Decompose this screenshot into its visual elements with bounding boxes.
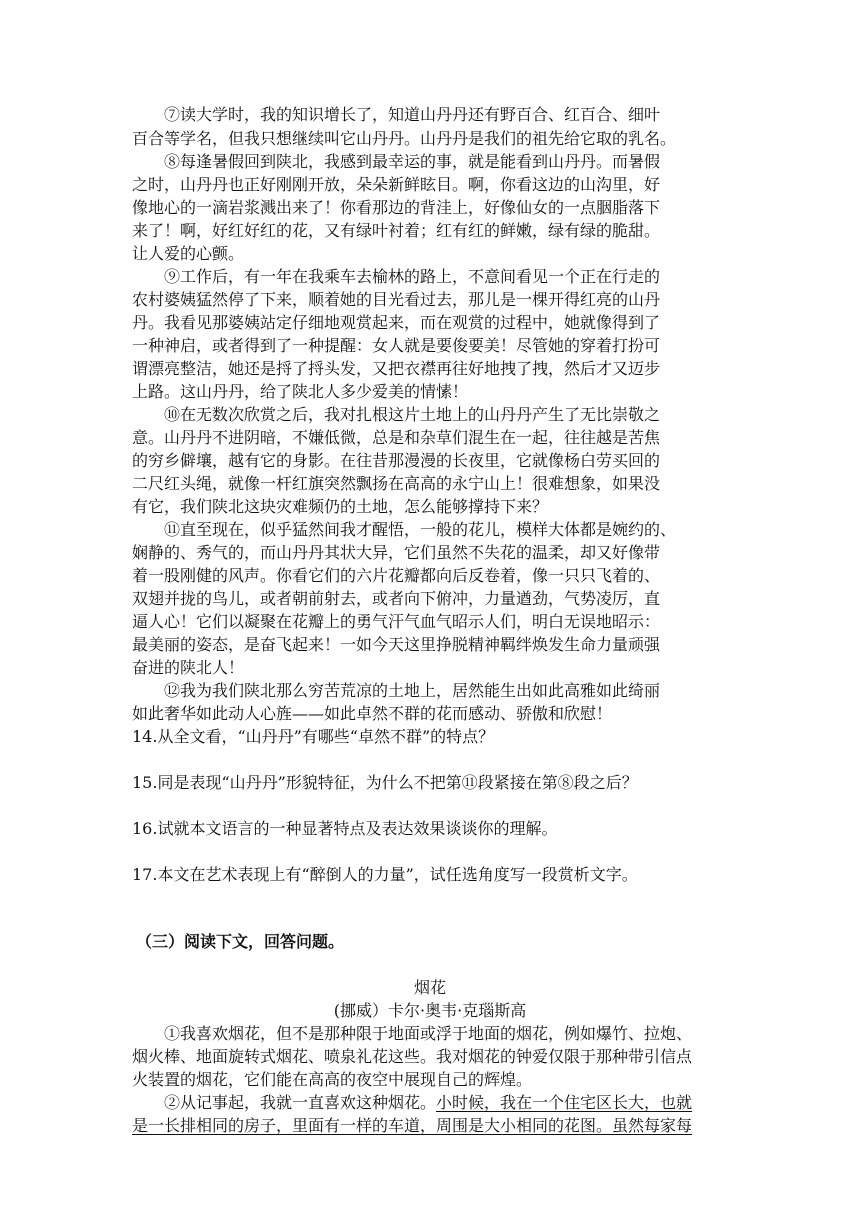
paragraph-11-line: 奋进的陕北人！ xyxy=(132,658,245,677)
article-paragraph-2-line xyxy=(132,1115,692,1137)
question-16: 16.试就本文语言的一种显著特点及表达效果谈谈你的理解。 xyxy=(132,819,558,838)
paragraph-9-line: 上路。这山丹丹，给了陕北人多少爱美的情愫！ xyxy=(132,382,469,401)
paragraph-7-line: 百合等学名，但我只想继续叫它山丹丹。山丹丹是我们的祖先给它取的乳名。 xyxy=(132,129,677,148)
paragraph-12-line: 如此奢华如此动人心旌——如此卓然不群的花而感动、骄傲和欣慰！ xyxy=(132,704,613,723)
paragraph-8-line: 之时，山丹丹也正好刚刚开放，朵朵新鲜眩目。啊，你看这边的山沟里，好 xyxy=(132,175,661,194)
paragraph-9-line: ⑨工作后，有一年在我乘车去榆林的路上，不意间看见一个正在行走的 xyxy=(164,267,661,286)
paragraph-9-line: 丹。我看见那婆姨站定仔细地观赏起来，而在观赏的过程中，她就像得到了 xyxy=(132,313,661,332)
paragraph-10-line: ⑩在无数次欣赏之后，我对扎根这片土地上的山丹丹产生了无比崇敬之 xyxy=(164,405,661,424)
paragraph-10-line: 的穷乡僻壤，越有它的身影。在往昔那漫漫的长夜里，它就像杨白劳买回的 xyxy=(132,451,661,470)
paragraph-11-line: 娴静的、秀气的，而山丹丹其状大异，它们虽然不失花的温柔，却又好像带 xyxy=(132,543,661,562)
article-paragraph-1-line: ①我喜欢烟花，但不是那种限于地面或浮于地面的烟花，例如爆竹、拉炮、 xyxy=(164,1024,693,1043)
paragraph-8-line: ⑧每逢暑假回到陕北，我感到最幸运的事，就是能看到山丹丹。而暑假 xyxy=(164,152,661,171)
paragraph-11-line: 着一股刚健的风声。你看它们的六片花瓣都向后反卷着，像一只只飞着的、 xyxy=(132,566,661,585)
underlined-passage: 是一长排相同的房子，里面有一样的车道，周围是大小相同的花图。虽然每家每 xyxy=(132,1116,693,1135)
paragraph-11-line: ⑪直至现在，似乎猛然间我才醒悟，一般的花儿，模样大体都是婉约的、 xyxy=(164,520,677,539)
article-author: (挪威）卡尔·奥韦·克瑙斯高 xyxy=(333,1001,527,1020)
paragraph-11-line: 双翅并拢的鸟儿，或者朝前射去，或者向下俯冲，力量遒劲，气势凌厉，直 xyxy=(132,589,661,608)
article-paragraph-2-line xyxy=(164,1092,692,1114)
paragraph-8-line: 让人爱的心颤。 xyxy=(132,244,245,263)
question-15: 15.同是表现“山丹丹”形貌特征，为什么不把第⑪段紧接在第⑧段之后？ xyxy=(132,773,638,792)
paragraph-11-line: 逼人心！它们以凝聚在花瓣上的勇气汗气血气昭示人们，明白无误地昭示： xyxy=(132,612,661,631)
underlined-passage: 小时候，我在一个住宅区长大，也就 xyxy=(436,1093,693,1112)
article-paragraph-2-text: ②从记事起，我就一直喜欢这种烟花。 xyxy=(164,1093,437,1112)
paragraph-9-line: 农村婆姨猛然停了下来，顺着她的目光看过去，那儿是一棵开得红亮的山丹 xyxy=(132,290,661,309)
paragraph-8-line: 来了！啊，好红好红的花，又有绿叶衬着；红有红的鲜嫩，绿有绿的脆甜。 xyxy=(132,221,661,240)
paragraph-9-line: 谓漂亮整洁，她还是捋了捋头发，又把衣襟再往好地拽了拽，然后才又迈步 xyxy=(132,359,661,378)
paragraph-7-line: ⑦读大学时，我的知识增长了，知道山丹丹还有野百合、红百合、细叶 xyxy=(164,105,661,124)
article-paragraph-1-line: 烟火棒、地面旋转式烟花、喷泉礼花这些。我对烟花的钟爱仅限于那种带引信点 xyxy=(132,1047,693,1066)
paragraph-11-line: 最美丽的姿态，是奋飞起来！一如今天这里挣脱精神羁绊焕发生命力量顽强 xyxy=(132,635,661,654)
article-paragraph-1-line: 火装置的烟花，它们能在高高的夜空中展现自己的辉煌。 xyxy=(132,1070,533,1089)
paragraph-12-line: ⑫我为我们陕北那么穷苦荒凉的土地上，居然能生出如此高雅如此绮丽 xyxy=(164,681,661,700)
section-heading: （三）阅读下文，回答问题。 xyxy=(136,932,345,951)
question-17: 17.本文在艺术表现上有“醉倒人的力量”，试任选角度写一段赏析文字。 xyxy=(132,865,638,884)
question-14: 14.从全文看，“山丹丹”有哪些“卓然不群”的特点？ xyxy=(132,727,495,746)
paragraph-10-line: 有它，我们陕北这块灾难频仍的土地，怎么能够撑持下来？ xyxy=(132,497,549,516)
paragraph-10-line: 意。山丹丹不进阴暗，不嫌低微，总是和杂草们混生在一起，往往越是苦焦 xyxy=(132,428,661,447)
paragraph-9-line: 一种神启，或者得到了一种提醒：女人就是要俊要美！尽管她的穿着打扮可 xyxy=(132,336,661,355)
paragraph-10-line: 二尺红头绳，就像一杆红旗突然飘扬在高高的永宁山上！很难想象，如果没 xyxy=(132,474,661,493)
article-title: 烟花 xyxy=(413,978,446,997)
paragraph-8-line: 像地心的一滴岩浆溅出来了！你看那边的背洼上，好像仙女的一点胭脂落下 xyxy=(132,198,661,217)
